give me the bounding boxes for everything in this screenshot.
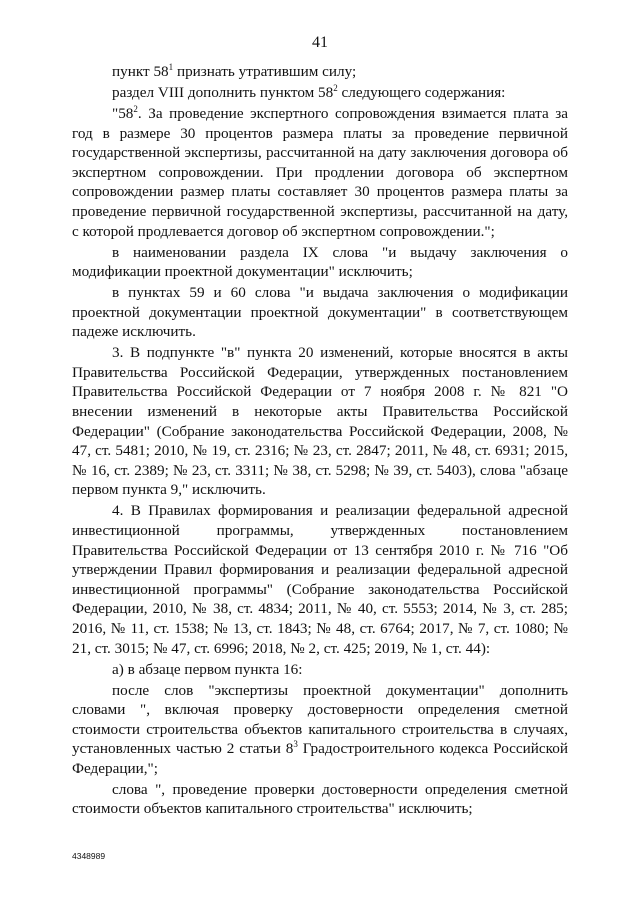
superscript: 2 <box>333 82 338 93</box>
text-run: в пунктах 59 и 60 слова "и выдача заключения о модификации проектной документации проектной документации" в соответствующем падеже исключить. <box>72 284 568 341</box>
document-code: 4348989 <box>72 851 106 861</box>
text-run: 4. В Правилах формирования и реализации федеральной адресной инвестиционной программы, утвержденных постановлением Правительства Российской Федерации от 13 сентября 2010 г. № 716 "Об утверждении Правил формирования и реализации федеральной адресной инвестиционной программы" (Собрание законодательства Российской Федерации, 2010, № 38, ст. 4834; 2011, № 40, ст. 5553; 2014, № 3, ст. 285; 2016, № 11, ст. 1538; № 13, ст. 1843; № 48, ст. 6764; 2017, № 7, ст. 1080; № 21, ст. 3015; № 47, ст. 6996; 2018, № 2, ст. 425; 2019, № 1, ст. 44): <box>72 502 568 657</box>
text-run: в наименовании раздела IX слова "и выдачу заключения о модификации проектной документации" исключить; <box>72 243 568 281</box>
paragraph-p1 <box>72 62 568 82</box>
text-run: слова ", проведение проверки достоверности определения сметной стоимости объектов капитального строительства" исключить; <box>72 780 568 818</box>
paragraph-p5 <box>72 283 568 342</box>
paragraph-p9 <box>72 681 568 779</box>
paragraph-p7 <box>72 501 568 658</box>
text-run: пункт 58 <box>112 63 169 80</box>
text-run: после слов "экспертизы проектной документации" дополнить словами ", включая проверку достоверности определения сметной стоимости строительства объектов капитального строительства в случаях, установленных частью 2 статьи 8 <box>72 681 568 758</box>
superscript: 3 <box>293 739 298 750</box>
superscript: 1 <box>168 61 174 72</box>
text-run: Градостроительного кодекса Российской Федерации,"; <box>72 740 568 777</box>
superscript: 2 <box>133 103 138 114</box>
paragraph-p2 <box>72 83 568 103</box>
paragraph-p8 <box>72 660 568 680</box>
text-run: . За проведение экспертного сопровождения взимается плата за год в размере 30 процентов размера платы за проведение первичной государственной экспертизы, рассчитанной на дату заключения договора об экспертном сопровождении. При продлении договора об экспертном сопровождении размер платы составляет 30 процентов размера платы за проведение первичной государственной экспертизы, рассчитанной на дату, с которой продлевается договор об экспертном сопровождении."; <box>72 104 568 240</box>
text-run: следующего содержания: <box>337 83 506 101</box>
text-run: 3. В подпункте "в" пункта 20 изменений, которые вносятся в акты Правительства Российской Федерации, утвержденных постановлением Правительства Российской Федерации от 7 ноября 2008 г. № 821 "О внесении изменений в некоторые акты Правительства Российской Федерации" (Собрание законодательства Российской Федерации, 2008, № 47, ст. 5481; 2010, № 19, ст. 2316; № 23, ст. 2847; 2011, № 48, ст. 6931; 2015, № 16, ст. 2389; № 23, ст. 3311; № 38, ст. 5298; № 39, ст. 5403), слова "абзаце первом пункта 9," исключить. <box>72 344 568 499</box>
document-body <box>72 62 568 820</box>
text-run: "58 <box>112 104 134 122</box>
text-run: раздел VIII дополнить пунктом 58 <box>112 83 334 101</box>
paragraph-p10 <box>72 780 568 819</box>
page-number: 41 <box>312 34 328 51</box>
text-run: а) в абзаце первом пункта 16: <box>112 660 303 678</box>
paragraph-p4 <box>72 243 568 282</box>
paragraph-p3 <box>72 104 568 241</box>
paragraph-p6 <box>72 343 568 500</box>
text-run: признать утратившим силу; <box>173 63 357 80</box>
